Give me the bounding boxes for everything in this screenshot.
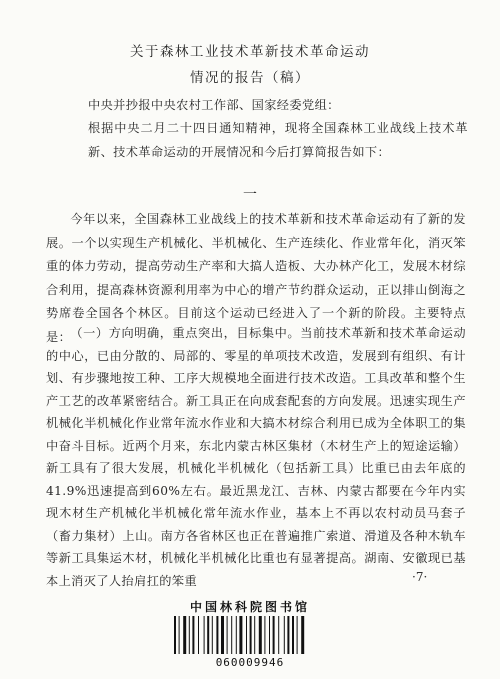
document-title-line-1: 关于森林工业技术革新技术革命运动 — [130, 44, 370, 60]
barcode-icon — [172, 616, 328, 654]
library-stamp-name: 中国林科院图书馆 — [189, 600, 310, 614]
library-stamp-number: 060009946 — [215, 656, 285, 669]
page-number: ·7· — [412, 570, 428, 584]
body-paragraph-1: 今年以来，全国森林工业战线上的技术革新和技术革命运动有了新的发展。一个以实现生产机械化、半机械化、生产连续化、作业常年化，消灭笨重的体力劳动，提高劳动生产率和大搞人造板、大办林产化工，发展木材综合利用，提高森林资源利用率为中心的增产节约群众运动，正以排山倒海之势席卷全国各个林区。目前这个运动已经进入了一个新的阶段。主要特点是： — [46, 212, 466, 344]
intro-paragraph: 根据中央二月二十四日通知精神，现将全国森林工业战线上技术革新、技术革命运动的开展情况和今后打算简报告如下： — [88, 121, 468, 159]
library-stamp — [160, 598, 340, 670]
body-paragraph-2: （一）方向明确，重点突出，目标集中。当前技术革新和技术革命运动的中心，已由分散的、局部的、零星的单项技术改造，发展到有组织、有计划、有步骤地按工种、工序大规模地全面进行技术改造。工具改革和整个生产工艺的改革紧密结合。新工具正在向成套配套的方向发展。迅速实现生产机械化半机械化作业常年流水作业和大搞木材综合利用已成为全体职工的集中奋斗目标。近两个月来，东北内蒙古林区集材（木材生产上的短途运输）新工具有了很大发展，机械化半机械化（包括新工具）比重已由去年底的41.9%迅速提高到60%左右。最近黑龙江、吉林、内蒙古都要在今年内实现木材生产机械化半机械化常年流水作业，基本上不再以农村动员马套子（畜力集材）上山。南方各省林区也正在普遍推广索道、滑道及各种木轨车等新工具集运木材，机械化半机械化比重也有显著提高。湖南、安徽现已基本上消灭了人抬肩扛的笨重 — [46, 326, 466, 588]
document-title-line-2: 情况的报告（稿） — [190, 70, 310, 86]
section-number: 一 — [243, 187, 257, 203]
recipient-line: 中央并抄报中央农村工作部、国家经委党组： — [88, 98, 340, 112]
